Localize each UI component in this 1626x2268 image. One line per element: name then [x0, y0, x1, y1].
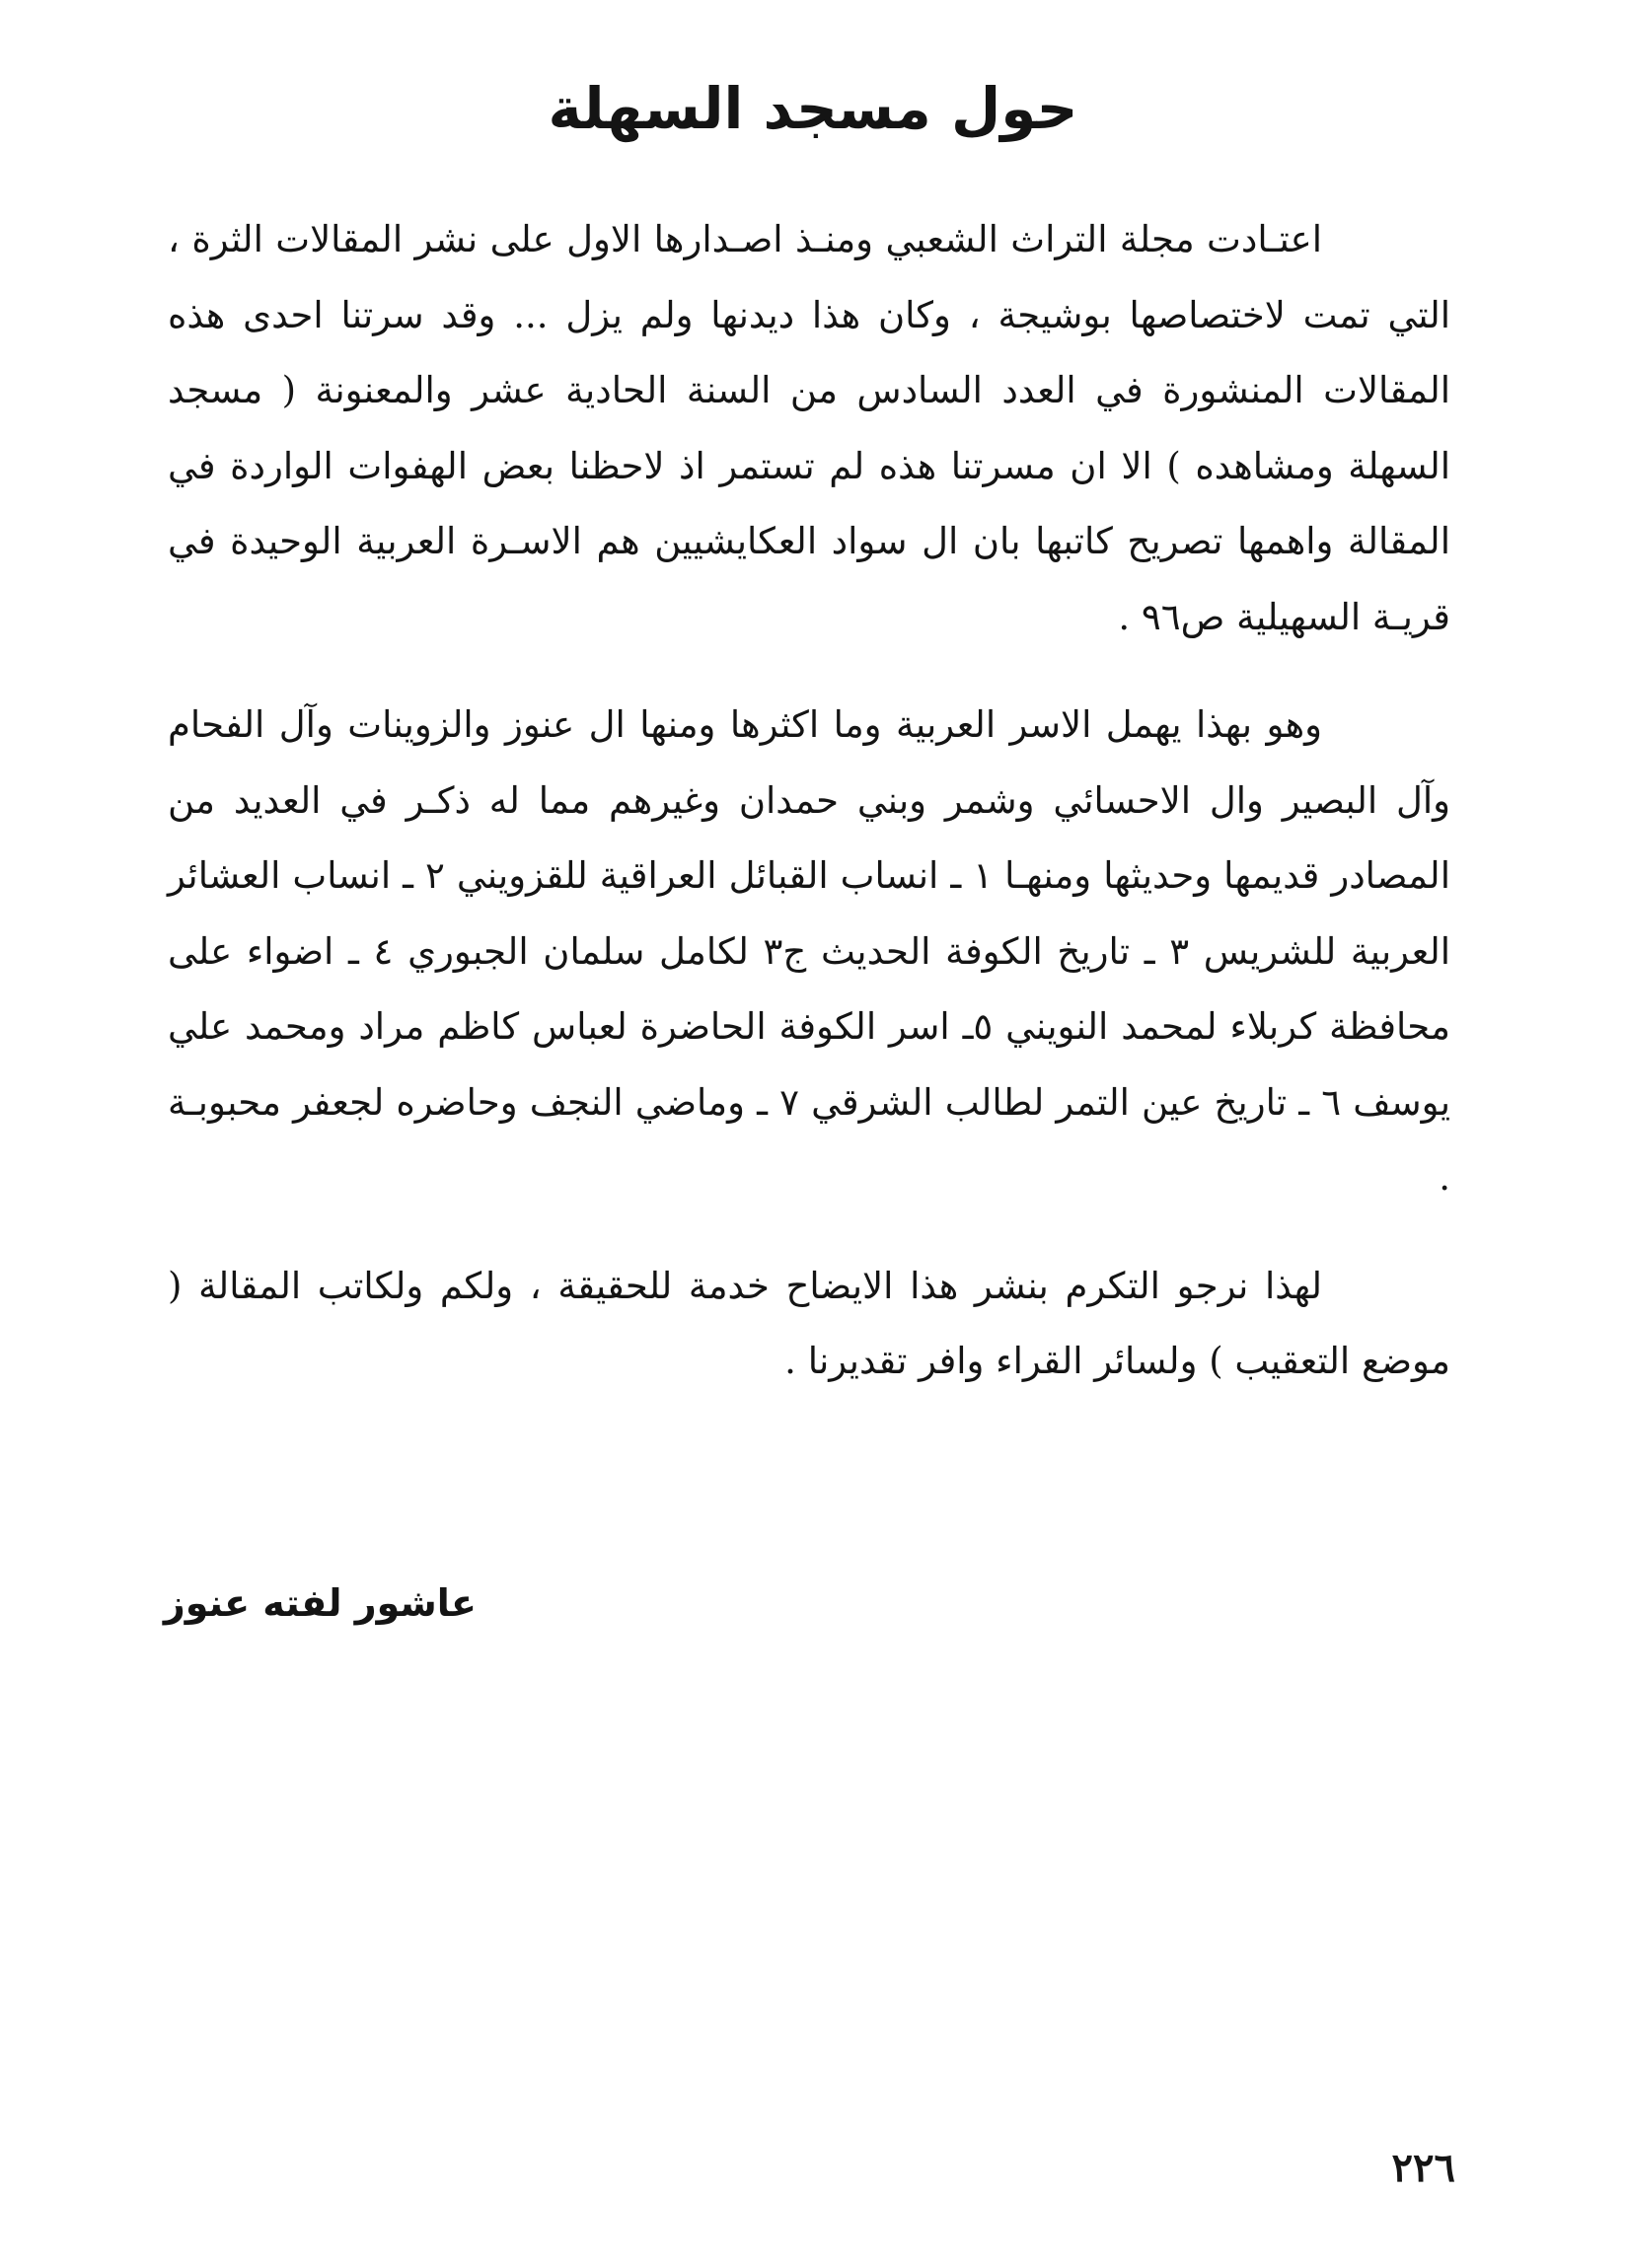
article-title: حول مسجد السهلة [548, 75, 1078, 142]
author-signature: عاشور لفته عنوز [163, 1581, 477, 1625]
article-paragraph-3: لهذا نرجو التكرم بنشر هذا الايضاح خدمة للحقيقة ، ولكم ولكاتب المقالة ( موضع التعقيب ) ولسائر القراء وافر تقديرنا . [168, 1264, 1450, 1382]
article-paragraph-2: وهو بهذا يهمل الاسر العربية وما اكثرها ومنها ال عنوز والزوينات وآل الفحام وآل البصير وال الاحسائي وشمر وبني حمدان وغيرهم مما له ذكـر في العديد من المصادر قديمها وحديثها ومنهـا ١ ـ انساب القبائل العراقية للقزويني ٢ ـ انساب العشائر العربية للشريس ٣ ـ تاريخ الكوفة الحديث ج٣ لكامل سلمان الجبوري ٤ ـ اضواء على محافظة كربلاء لمحمد النويني ٥ـ اسر الكوفة الحاضرة لعباس كاظم مراد ومحمد علي يوسف ٦ ـ تاريخ عين التمر لطالب الشرقي ٧ ـ وماضي النجف وحاضره لجعفر محبوبـة . [168, 703, 1451, 1199]
article-body [168, 202, 1450, 1400]
article-paragraph-1: اعتـادت مجلة التراث الشعبي ومنـذ اصـدارها الاول على نشر المقالات الثرة ، التي تمت لاختصاصها بوشيجة ، وكان هذا ديدنها ولم يزل ... وقد سرتنا احدى هذه المقالات المنشورة في العدد السادس من السنة الحادية عشر والمعنونة ( مسجد السهلة ومشاهده ) الا ان مسرتنا هذه لم تستمر اذ لاحظنا بعض الهفوات الواردة في المقالة واهمها تصريح كاتبها بان ال سواد العكايشيين هم الاسـرة العربية الوحيدة في قريـة السهيلية ص٩٦ . [168, 218, 1450, 638]
page-number: ٢٢٦ [1391, 2145, 1455, 2191]
